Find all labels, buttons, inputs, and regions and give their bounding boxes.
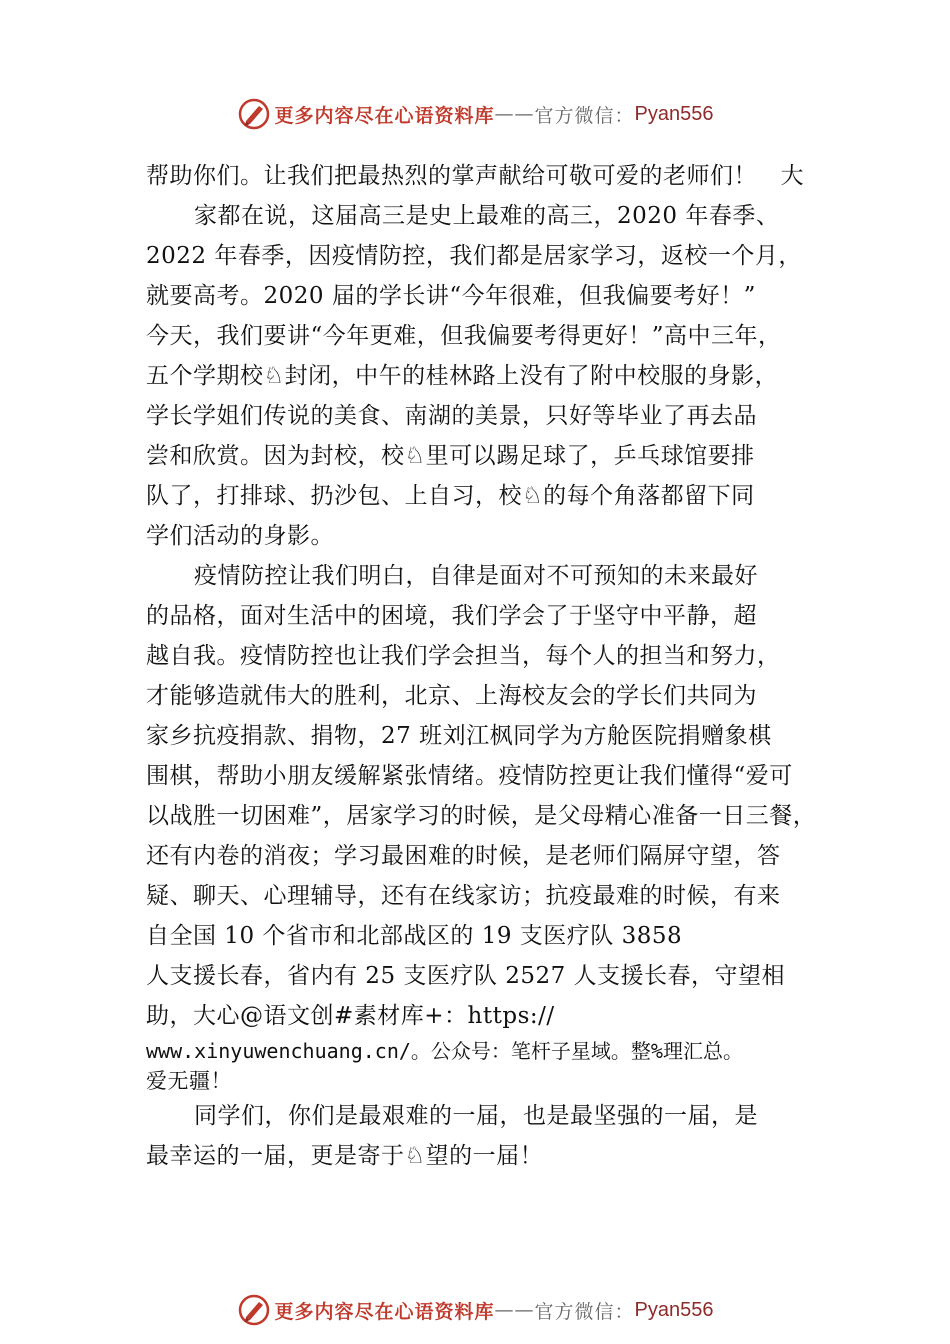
text-line: 围棋，帮助小朋友缓解紧张情绪。疫情防控更让我们懂得“爱可 bbox=[146, 763, 793, 789]
text-line: 爱无疆！ bbox=[146, 1069, 232, 1093]
text-line: 疫情防控让我们明白，自律是面对不可预知的未来最好 bbox=[194, 563, 758, 589]
pen-logo-icon bbox=[237, 1293, 271, 1327]
footer-banner bbox=[0, 1290, 950, 1330]
text-line: 五个学期校♘封闭，中午的桂林路上没有了附中校服的身影， bbox=[146, 363, 779, 389]
text-line: 最幸运的一届，更是寄于♘望的一届！ bbox=[146, 1143, 544, 1169]
text-line: 帮助你们。让我们把最热烈的掌声献给可敬可爱的老师们！ 大 bbox=[146, 163, 804, 189]
header-wechat-id: Pyan556 bbox=[634, 102, 714, 125]
footer-wechat-id: Pyan556 bbox=[634, 1298, 714, 1321]
text-line: 越自我。疫情防控也让我们学会担当，每个人的担当和努力， bbox=[146, 643, 781, 669]
text-line: 才能够造就伟大的胜利，北京、上海校友会的学长们共同为 bbox=[146, 683, 757, 709]
text-line: 助，大心@语文创#素材库+：https:// bbox=[146, 1003, 555, 1029]
text-line: 队了，打排球、扔沙包、上自习，校♘的每个角落都留下同 bbox=[146, 483, 755, 509]
text-line: 就要高考。2020 届的学长讲“今年很难，但我偏要考好！” bbox=[146, 283, 756, 309]
header-brand: 更多内容尽在心语资料库 bbox=[274, 104, 495, 127]
text-line: 家乡抗疫捐款、捐物，27 班刘江枫同学为方舱医院捐赠象棋 bbox=[146, 723, 772, 749]
text-line: www.xinyuwenchuang.cn/。公众号：笔杆子星域。整%理汇总。 bbox=[146, 1039, 743, 1063]
text-line: 的品格，面对生活中的困境，我们学会了于坚守中平静，超 bbox=[146, 603, 757, 629]
text-line: 自全国 10 个省市和北部战区的 19 支医疗队 3858 bbox=[146, 923, 683, 949]
text-line: 2022 年春季，因疫情防控，我们都是居家学习，返校一个月， bbox=[146, 243, 802, 269]
text-line: 家都在说，这届高三是史上最难的高三，2020 年春季、 bbox=[194, 203, 780, 229]
text-line: 以战胜一切困难”，居家学习的时候，是父母精心准备一日三餐， bbox=[146, 803, 817, 829]
text-line: 学长学姐们传说的美食、南湖的美景，只好等毕业了再去品 bbox=[146, 403, 757, 429]
text-line: 还有内卷的消夜；学习最困难的时候，是老师们隔屏守望，答 bbox=[146, 843, 781, 869]
footer-dash: —— bbox=[494, 1299, 535, 1321]
header-banner bbox=[0, 94, 950, 134]
text-line: 学们活动的身影。 bbox=[146, 523, 334, 549]
document-body bbox=[146, 156, 826, 1176]
footer-wechat-label: 官方微信： bbox=[534, 1300, 635, 1323]
header-wechat-label: 官方微信： bbox=[534, 104, 635, 127]
text-line: 人支援长春，省内有 25 支医疗队 2527 人支援长春，守望相 bbox=[146, 963, 786, 989]
text-line: 同学们，你们是最艰难的一届，也是最坚强的一届，是 bbox=[194, 1103, 758, 1129]
pen-logo-icon bbox=[237, 97, 271, 131]
text-line: 尝和欣赏。因为封校，校♘里可以踢足球了，乒乓球馆要排 bbox=[146, 443, 755, 469]
header-dash: —— bbox=[494, 103, 535, 125]
text-line: 疑、聊天、心理辅导，还有在线家访；抗疫最难的时候，有来 bbox=[146, 883, 781, 909]
footer-brand: 更多内容尽在心语资料库 bbox=[274, 1300, 495, 1323]
text-line: 今天，我们要讲“今年更难，但我偏要考得更好！”高中三年， bbox=[146, 323, 782, 349]
